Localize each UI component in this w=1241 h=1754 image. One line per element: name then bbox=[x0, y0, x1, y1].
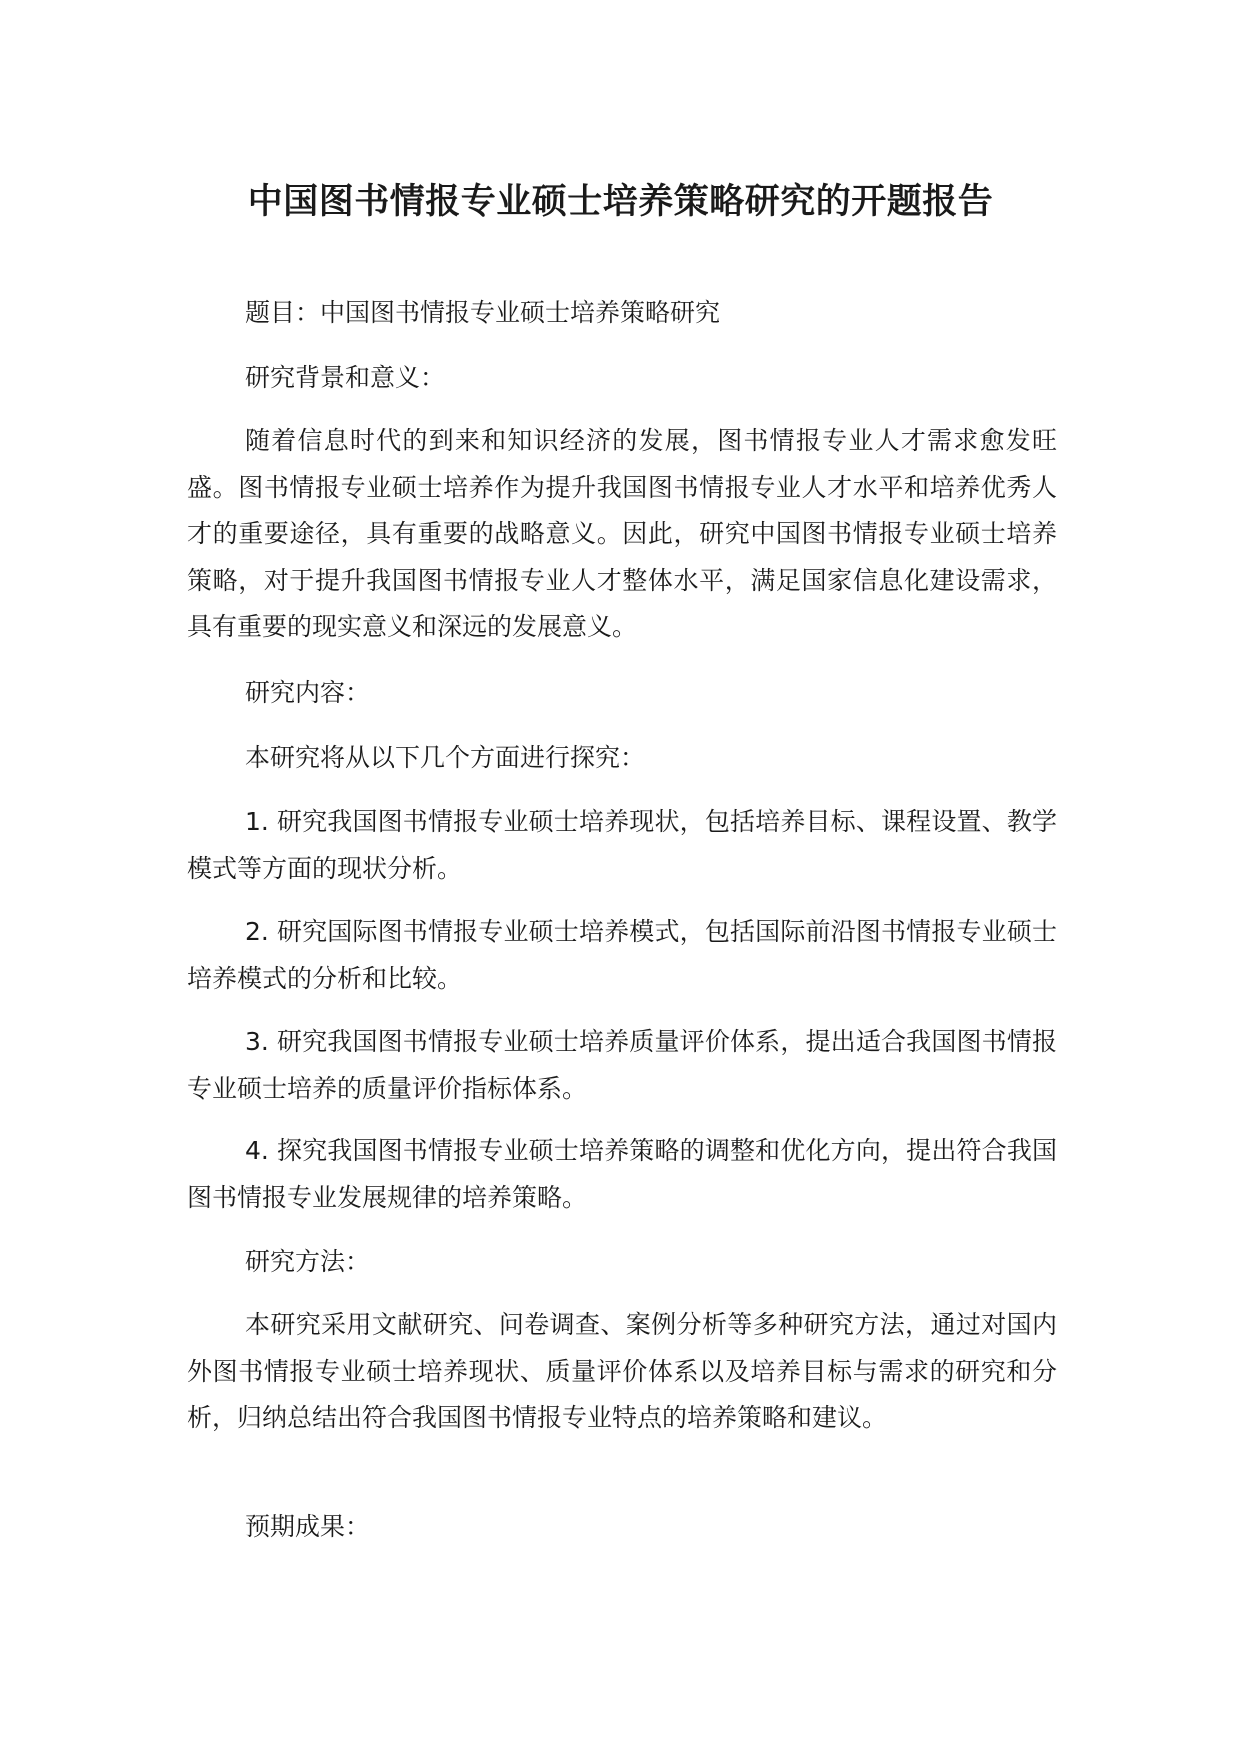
list-item-4: 4. 探究我国图书情报专业硕士培养策略的调整和优化方向，提出符合我国图书情报专业发展规律的培养策略。 bbox=[187, 1136, 1057, 1212]
paragraph-content-intro: 本研究将从以下几个方面进行探究： bbox=[245, 743, 646, 772]
heading-method: 研究方法： bbox=[245, 1247, 371, 1276]
list-item-1: 1. 研究我国图书情报专业硕士培养现状，包括培养目标、课程设置、教学模式等方面的现状分析。 bbox=[187, 807, 1057, 883]
document-title: 中国图书情报专业硕士培养策略研究的开题报告 bbox=[247, 182, 994, 222]
heading-content: 研究内容： bbox=[245, 678, 371, 707]
paragraph-topic: 题目：中国图书情报专业硕士培养策略研究 bbox=[245, 298, 721, 327]
paragraph-background: 随着信息时代的到来和知识经济的发展，图书情报专业人才需求愈发旺盛。图书情报专业硕士培养作为提升我国图书情报专业人才水平和培养优秀人才的重要途径，具有重要的战略意义。因此，研究中国图书情报专业硕士培养策略，对于提升我国图书情报专业人才整体水平，满足国家信息化建设需求，具有重要的现实意义和深远的发展意义。 bbox=[187, 426, 1057, 641]
heading-results: 预期成果： bbox=[245, 1512, 371, 1541]
paragraph-method: 本研究采用文献研究、问卷调查、案例分析等多种研究方法，通过对国内外图书情报专业硕士培养现状、质量评价体系以及培养目标与需求的研究和分析，归纳总结出符合我国图书情报专业特点的培养策略和建议。 bbox=[187, 1310, 1057, 1432]
list-item-2: 2. 研究国际图书情报专业硕士培养模式，包括国际前沿图书情报专业硕士培养模式的分析和比较。 bbox=[187, 917, 1057, 993]
list-item-3: 3. 研究我国图书情报专业硕士培养质量评价体系，提出适合我国图书情报专业硕士培养的质量评价指标体系。 bbox=[187, 1027, 1057, 1103]
heading-background: 研究背景和意义： bbox=[245, 363, 446, 392]
